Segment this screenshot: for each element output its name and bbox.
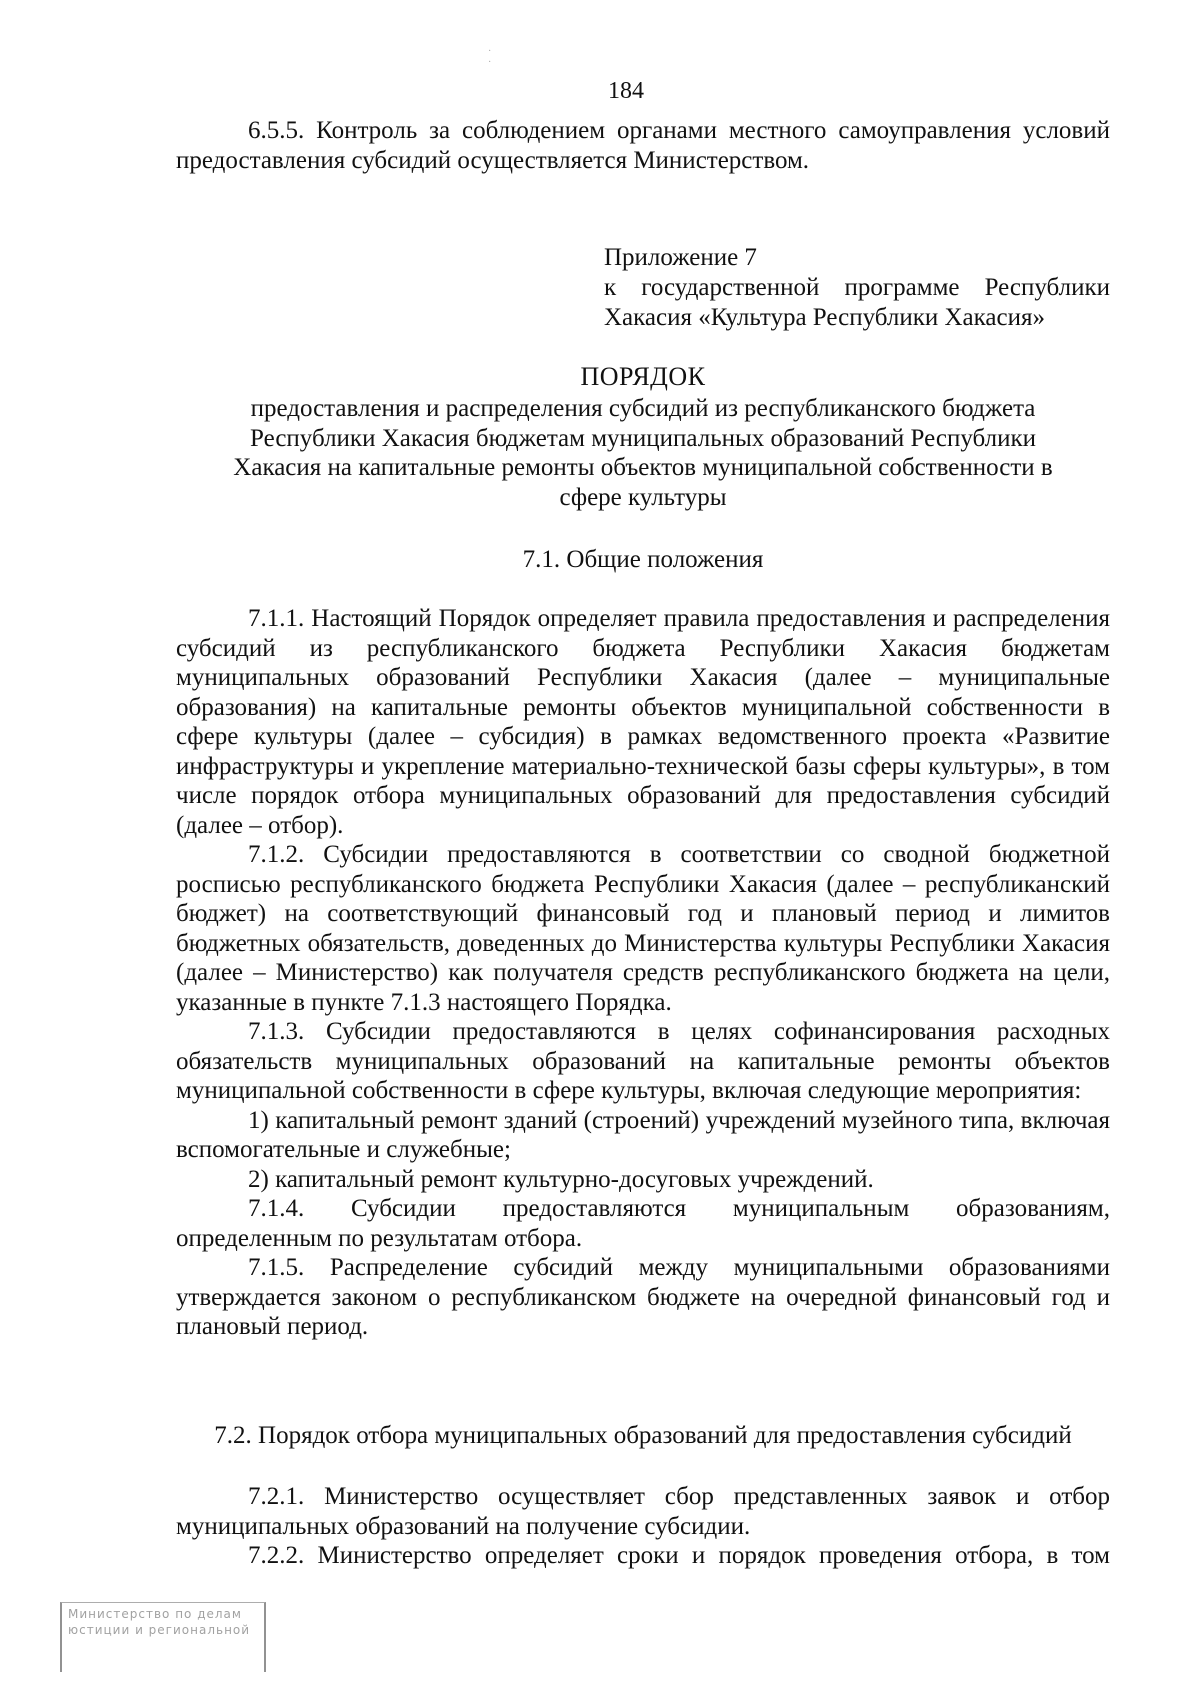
section-7-2-body [176, 1482, 1110, 1571]
appendix-header [604, 243, 1110, 333]
scan-artifact: · · [488, 46, 492, 68]
document-title: ПОРЯДОК [580, 362, 706, 391]
paragraph-7-2-2: 7.2.2. Министерство определяет сроки и порядок проведения отбора, в том [248, 1542, 1110, 1569]
appendix-reference: к государственной программе Республики Хакасия «Культура Республики Хакасия» [604, 274, 1110, 331]
section-7-1-body [176, 604, 1110, 1342]
stamp-line-1: Министерство по делам [68, 1607, 242, 1621]
paragraph-7-1-5: 7.1.5. Распределение субсидий между муниципальными образованиями утверждается законом о республиканском бюджете на очередной финансовый год и плановый период. [176, 1254, 1110, 1340]
appendix-number: Приложение 7 [604, 244, 757, 271]
stamp-line-2: юстиции и региональной [68, 1623, 251, 1637]
paragraph-7-1-3: 7.1.3. Субсидии предоставляются в целях софинансирования расходных обязательств муниципальных образований на капитальные ремонты объектов муниципальной собственности в сфере культуры, включая следующие мероприятия: [176, 1018, 1110, 1104]
section-title-7-2: 7.2. Порядок отбора муниципальных образований для предоставления субсидий [214, 1422, 1072, 1449]
list-item-1: 1) капитальный ремонт зданий (строений) учреждений музейного типа, включая вспомогательные и служебные; [176, 1106, 1110, 1163]
paragraph-7-1-2: 7.1.2. Субсидии предоставляются в соответствии со сводной бюджетной росписью республиканского бюджета Республики Хакасия (далее – республиканский бюджет) на соответствующий финансовый год и плановый период и лимитов бюджетных обязательств, доведенных до Министерства культуры Республики Хакасия (далее – Министерство) как получателя средств республиканского бюджета на цели, указанные в пункте 7.1.3 настоящего Порядка. [176, 841, 1110, 1016]
clause-6-5-5 [176, 116, 1110, 175]
registration-stamp [60, 1602, 266, 1672]
paragraph: 6.5.5. Контроль за соблюдением органами местного самоуправления условий предоставления субсидий осуществляется Министерством. [176, 117, 1110, 174]
section-title-7-1: 7.1. Общие положения [522, 546, 764, 573]
list-item-2: 2) капитальный ремонт культурно-досуговых учреждений. [248, 1165, 874, 1193]
subtitle-text: предоставления и распределения субсидий из республиканского бюджета Республики Хакасия бюджетам муниципальных образований Республики Хакасия на капитальные ремонты объектов муниципальной собственности в сфере культуры [233, 395, 1053, 511]
page-number: 184 [608, 78, 644, 104]
document-subtitle [176, 394, 1110, 512]
paragraph-7-2-1: 7.2.1. Министерство осуществляет сбор представленных заявок и отбор муниципальных образований на получение субсидии. [176, 1483, 1110, 1540]
paragraph-7-1-4: 7.1.4. Субсидии предоставляются муниципальным образованиям, определенным по результатам отбора. [176, 1195, 1110, 1252]
paragraph-7-1-1: 7.1.1. Настоящий Порядок определяет правила предоставления и распределения субсидий из республиканского бюджета Республики Хакасия бюджетам муниципальных образований Республики Хакасия (далее – муниципальные образования) на капитальные ремонты объектов муниципальной собственности в сфере культуры (далее – субсидия) в рамках ведомственного проекта «Развитие инфраструктуры и укрепление материально-технической базы сферы культуры», в том числе порядок отбора муниципальных образований для предоставления субсидий (далее – отбор). [176, 605, 1110, 839]
